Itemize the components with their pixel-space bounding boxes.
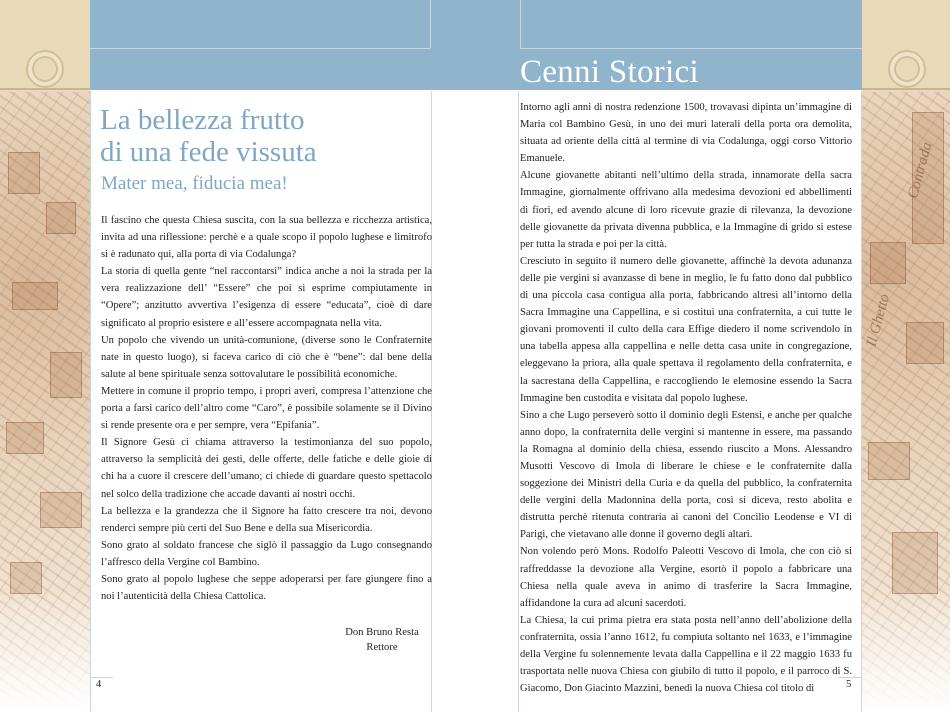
paragraph: Cresciuto in seguito il numero delle giovanette, affinchè la devota adunanza delle pie vergini si avanzasse di bene in meglio, le fu fatto dono dal pubblico di una piccola casa contigua alla porta, fabbricando altresì all’intorno della Sacra Immagine una Cappellina, e si costituì una confraternita, a cui tutte le giovani promoventi il culto della cara Effige diedero il nome scrivendolo in una tabella appesa alla cappellina e nelle detta casa unite in congregazione, eleggevano la priora, alla quale spettava il regolamento della confraternita, e la sacrestana della Cappellina, e raccogliendo le elemosine essendo la Sacra Immagine ben custodita e visitata dal popolo lughese. — [520, 255, 852, 404]
paragraph: Il Signore Gesù ci chiama attraverso la testimonianza del suo popolo, attraverso la semplicità dei gesti, delle offerte, delle fatiche e delle gioie di chi ha a cuore il crescere dell’umano; ci chiede di guardare questo spettacolo nel solco della tradizione che accade davanti ai nostri occhi. — [101, 437, 432, 500]
paragraph: Un popolo che vivendo un unità-comunione, (diverse sono le Confraternite nate in questo luogo), si faceva carico di ciò che è “bene”: dal bene della salute al bene spirituale senza sottovalutare le possibilità economiche. — [101, 334, 432, 380]
paragraph: Alcune giovanette abitanti nell’ultimo della strada, innamorate della sacra Immagine, giornalmente offrivano alla medesima devozioni ed abbellimenti di fiori, ed avendo alcune di loro ricevute grazie di rilevanza, la devozione delle giovanette da privata divenna pubblica, e la Immagine di grido si estese per tutta la strada e poi per la città. — [520, 170, 852, 250]
signature-block — [302, 625, 462, 655]
right-page-number: 5 — [846, 679, 852, 690]
signature-name: Don Bruno Resta — [345, 627, 419, 638]
page-header-band — [90, 0, 862, 90]
paragraph: Sono grato al popolo lughese che seppe adoperarsi per fare giungere fino a noi l’autenticità della Chiesa Cattolica. — [101, 573, 432, 603]
title-line-1: La bellezza frutto — [100, 104, 305, 136]
signature-role: Rettore — [366, 642, 398, 653]
section-title: Cenni Storici — [520, 54, 699, 90]
paragraph: Sino a che Lugo perseverò sotto il dominio degli Estensi, e anche per qualche anno dopo, la confraternita delle vergini si mantenne in essere, ma passando la Romagna al dominio della chiesa, essendo riuscito a Mons. Alessandro Musotti Vescovo di Imola di liberare le chiese e le confraternite dalla soggezione dei Ministri della Curia e da quella del pubblico, la confraternita delle vergini della Madonnina della porta, così si diceva, resto abolita e distrutta perchè ritenuta contraria ai canoni del Concilio Leodense e VI di Parigi, che vietavano alle donne il governo degli altari. — [520, 409, 852, 541]
left-page-title — [100, 104, 317, 168]
right-medallion-ornament — [888, 50, 926, 88]
paragraph: La bellezza e la grandezza che il Signore ha fatto crescere tra noi, devono renderci sempre più certi del Suo Bene e della sua Misericordia. — [101, 505, 432, 534]
left-medallion-ornament — [26, 50, 64, 88]
title-line-2: di una fede vissuta — [100, 136, 317, 168]
left-page-subtitle: Mater mea, fiducia mea! — [101, 173, 288, 194]
paragraph: Intorno agli anni di nostra redenzione 1500, trovavasi dipinta un’immagine di Maria col Bambino Gesù, in uno dei muri laterali della porta ora demolita, situata ad oriente della città al termine di via Codalunga, oggi corso Vittorio Emanuele. — [520, 102, 852, 165]
paragraph: Non volendo però Mons. Rodolfo Paleotti Vescovo di Imola, che con ciò si raffreddasse la devozione alla Vergine, esortò il popolo a fabbricare una Chiesa nella quale aveva in animo di trasferire la Sacra Immagine, affidandone la cura ad alcuni sacerdoti. — [520, 546, 852, 609]
paragraph: La storia di quella gente “nel raccontarsi” indica anche a noi la strada per la vera realizzazione dell’ “Essere” che poi si esprime compiutamente in “Opere”; anzitutto avvertiva l’esigenza di essere “educata”, cioè di dare significato al proprio esistere e all’essere accompagnata nella vita. — [101, 266, 432, 329]
right-decorative-map-panel — [862, 0, 950, 712]
left-decorative-map-panel — [0, 0, 90, 712]
paragraph: Sono grato al soldato francese che siglò il passaggio da Lugo consegnando l’affresco della Vergine col Bambino. — [101, 539, 432, 568]
right-engraved-map-image: Contrada Il Ghetto — [862, 92, 950, 712]
paragraph: La Chiesa, la cui prima pietra era stata posta nell’anno dell’abolizione della confraternita, ossia l’anno 1612, fu compiuta soltanto nel 1633, e l’immagine della Vergine fu solennemente levata dalla Cappellina e il 22 maggio 1633 fu trasportata nelle nuova Chiesa con giubilo di tutto il popolo, e il parroco di S. Giacomo, Don Giacinto Mazzini, benedì la nuova Chiesa col titolo di — [520, 614, 852, 695]
paragraph: Mettere in comune il proprio tempo, i propri averi, compresa l’attenzione che porta a farsi carico dell’altro come “Caro”, è possibile solamente se il Divino si rende presente ora e per sempre, vera “Epifania”. — [101, 385, 432, 432]
right-page-body — [520, 99, 852, 697]
left-page-body — [101, 212, 432, 605]
paragraph: Il fascino che questa Chiesa suscita, con la sua bellezza e ricchezza artistica, invita ad una riflessione: perchè e a quale scopo il popolo lughese e limitrofo si è radunato qui, alla porta di via Codalunga? — [101, 215, 432, 261]
left-page-number: 4 — [96, 679, 102, 690]
